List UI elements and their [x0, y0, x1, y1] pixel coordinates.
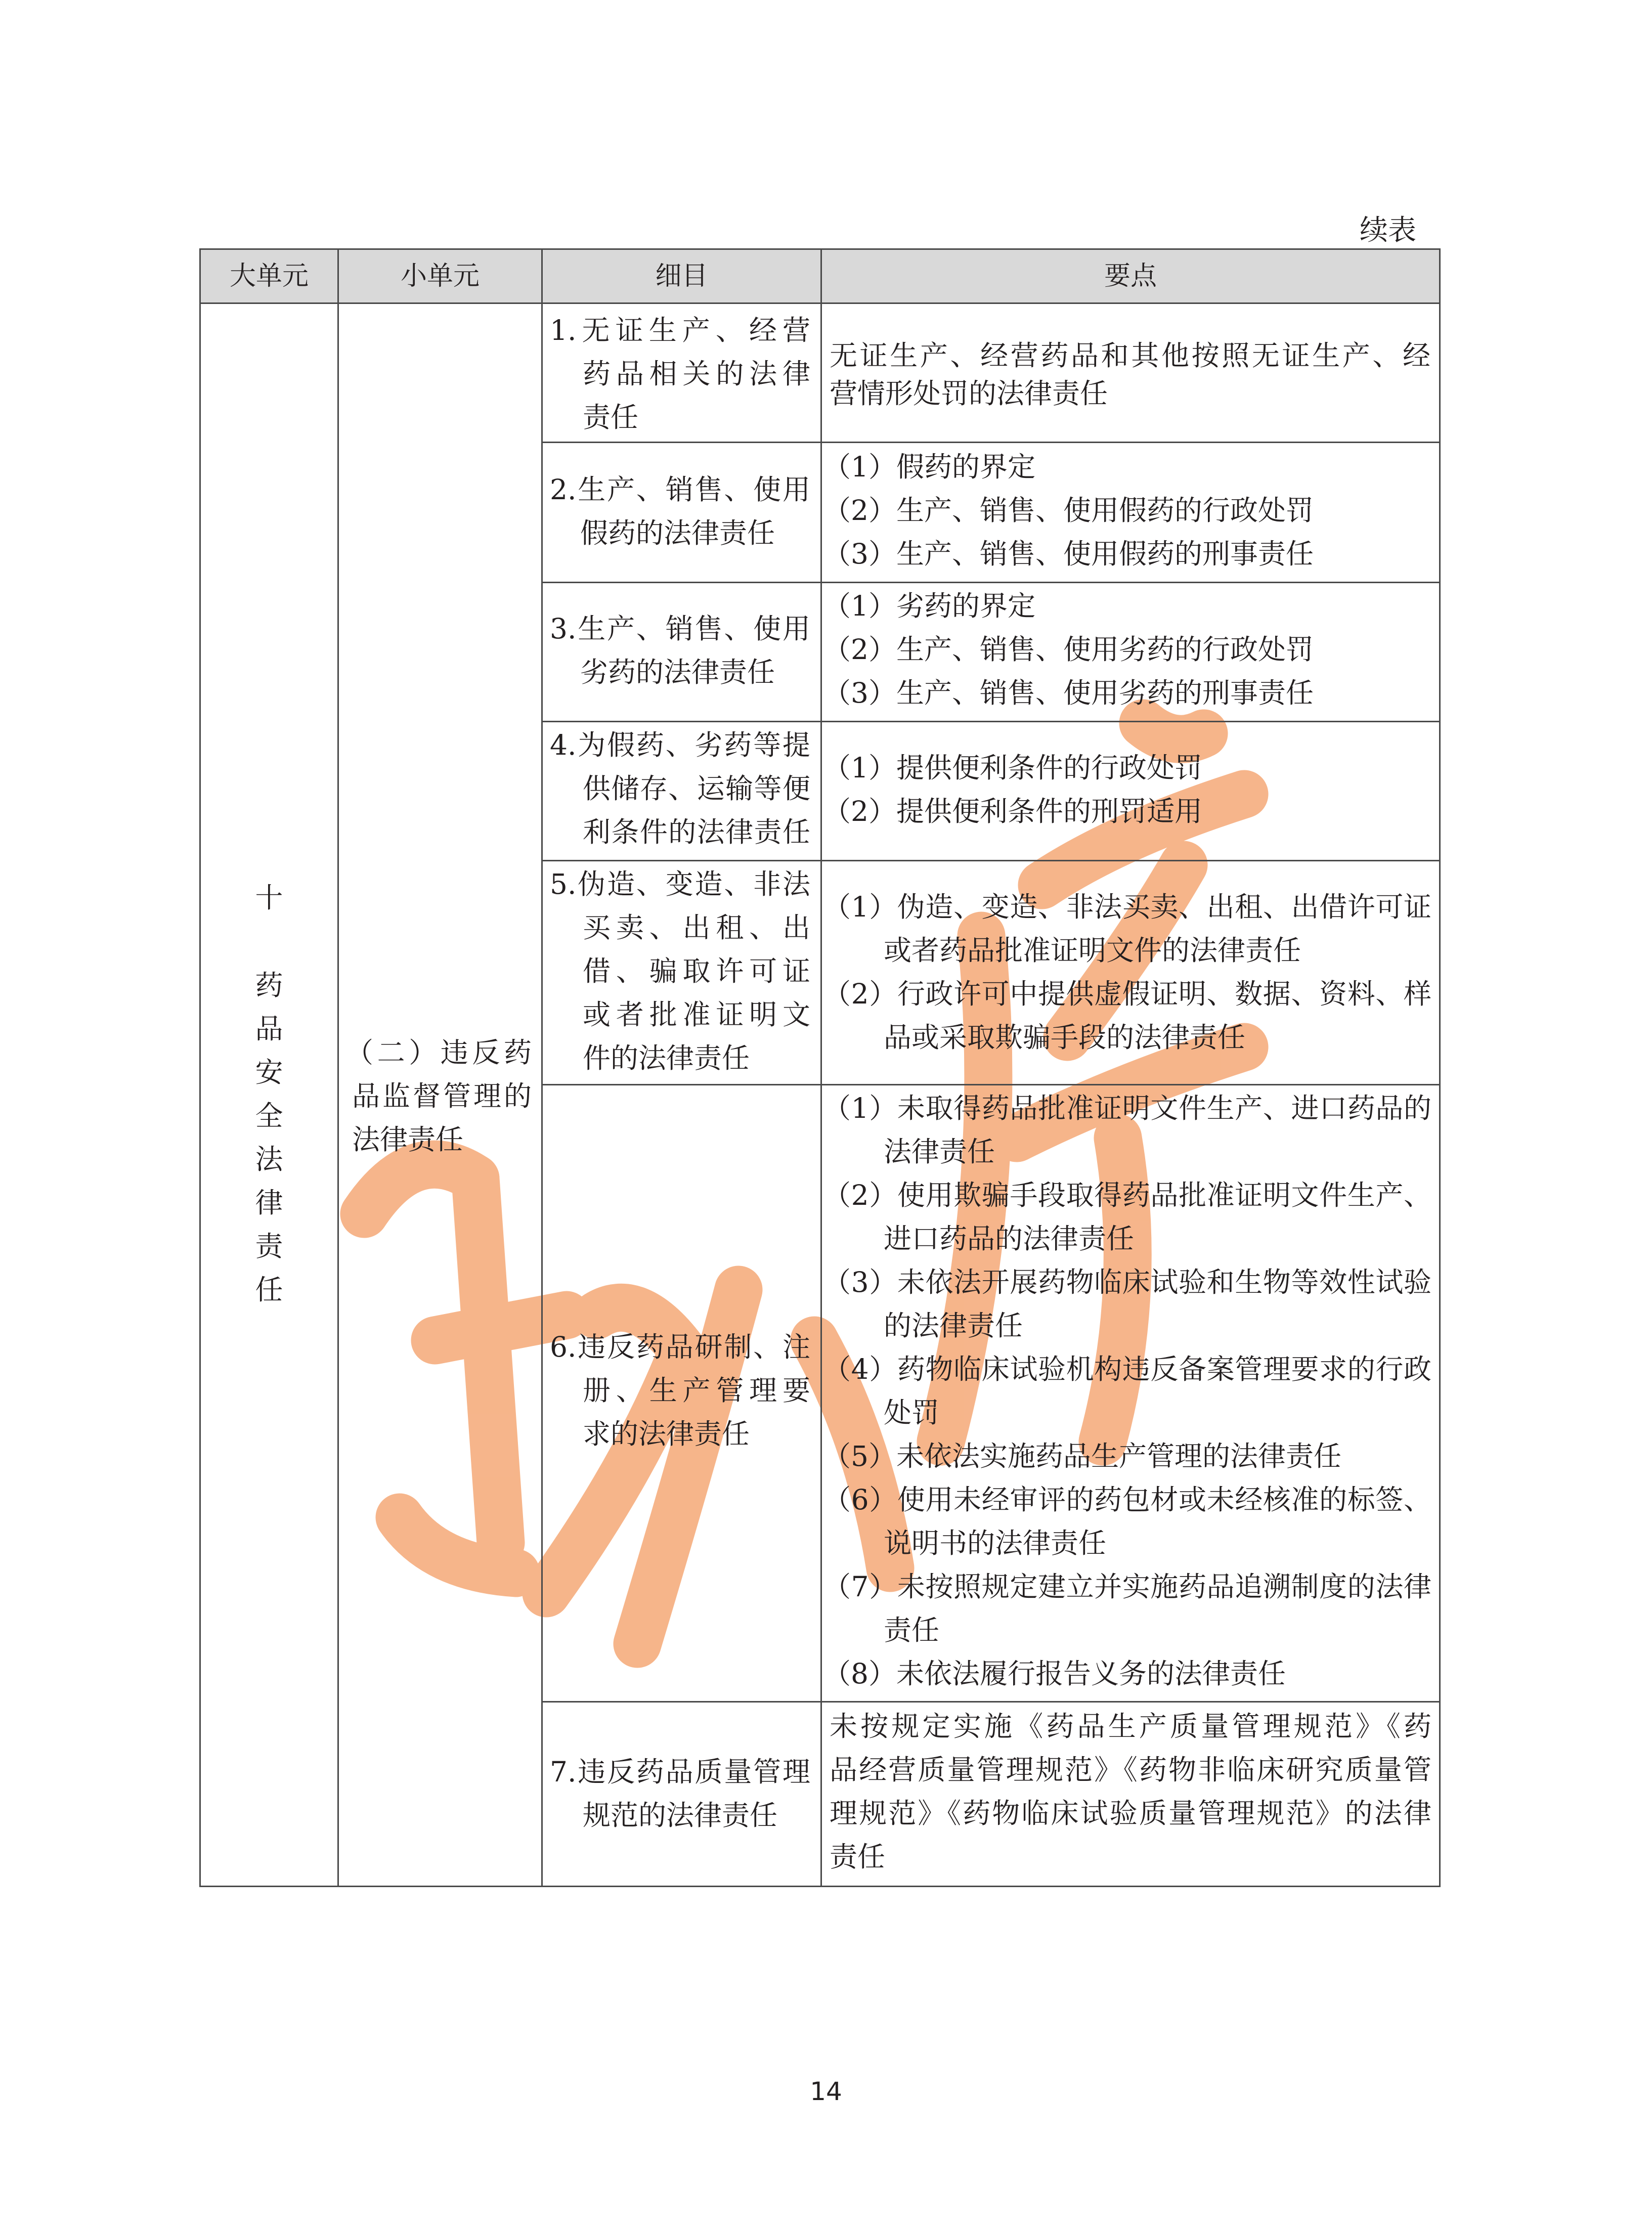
header-key-points: 要点 [1104, 261, 1157, 291]
item-line: 供储存、运输等便 [583, 772, 810, 805]
grid-line [820, 250, 822, 1886]
item-line: 责任 [583, 401, 639, 433]
point-line: 未按规定实施《药品生产质量管理规范》《药 [830, 1710, 1431, 1742]
point-line: （2）提供便利条件的刑罚适用 [823, 795, 1202, 827]
point-line: （3）未依法开展药物临床试验和生物等效性试验 [823, 1266, 1431, 1298]
point-line: （2）生产、销售、使用假药的行政处罚 [823, 494, 1314, 527]
continued-label: 续表 [1360, 214, 1416, 247]
point-line: 无证生产、经营药品和其他按照无证生产、经 [830, 339, 1430, 372]
point-line: 理规范》《药物临床试验质量管理规范》的法律 [830, 1797, 1431, 1829]
point-line: （5）未依法实施药品生产管理的法律责任 [823, 1440, 1341, 1472]
item-line: 册、生产管理要 [583, 1374, 810, 1407]
item-line: 2.生产、销售、使用 [550, 473, 810, 506]
point-line: 说明书的法律责任 [884, 1527, 1107, 1559]
grid-line [543, 582, 1439, 583]
header-item: 细目 [655, 261, 708, 291]
point-line: 品经营质量管理规范》《药物非临床研究质量管 [830, 1754, 1431, 1786]
point-line: （3）生产、销售、使用假药的刑事责任 [823, 538, 1314, 570]
item-line: 5.伪造、变造、非法 [550, 868, 810, 900]
grid-line [543, 860, 1439, 861]
item-line: 买卖、出租、出 [583, 911, 810, 944]
item-line: 劣药的法律责任 [580, 656, 775, 688]
point-line: （1）假药的界定 [823, 451, 1035, 483]
grid-line [201, 302, 1439, 304]
point-line: （8）未依法履行报告义务的法律责任 [823, 1657, 1286, 1690]
item-line: 1.无证生产、经营 [550, 314, 810, 346]
point-line: （2）生产、销售、使用劣药的行政处罚 [823, 633, 1314, 666]
item-line: 件的法律责任 [583, 1042, 750, 1074]
grid-line [543, 1701, 1439, 1703]
point-line: （7）未按照规定建立并实施药品追溯制度的法律 [823, 1570, 1431, 1603]
point-line: （2）行政许可中提供虚假证明、数据、资料、样 [823, 978, 1431, 1010]
item-line: 或者批准证明文 [583, 998, 810, 1031]
item-line: 借、骗取许可证 [583, 955, 810, 987]
point-line: （2）使用欺骗手段取得药品批准证明文件生产、 [823, 1179, 1431, 1211]
point-line: （3）生产、销售、使用劣药的刑事责任 [823, 677, 1314, 709]
sub-unit-line: （二）违反药 [345, 1036, 532, 1069]
point-line: （1）劣药的界定 [823, 590, 1035, 622]
point-line: （1）提供便利条件的行政处罚 [823, 752, 1202, 784]
major-unit-title: 药 品 安 全 法 律 责 任 [255, 969, 283, 1306]
point-line: 责任 [884, 1614, 940, 1646]
grid-line [337, 250, 339, 1886]
page-number: 14 [810, 2077, 842, 2106]
point-line: （6）使用未经审评的药包材或未经核准的标签、 [823, 1484, 1431, 1516]
major-unit-number: 十 [255, 882, 283, 914]
point-line: 品或采取欺骗手段的法律责任 [884, 1021, 1246, 1054]
grid-line [543, 442, 1439, 443]
point-line: （1）伪造、变造、非法买卖、出租、出借许可证 [823, 891, 1431, 923]
item-line: 4.为假药、劣药等提 [550, 729, 810, 761]
point-line: 责任 [830, 1841, 886, 1873]
point-line: 的法律责任 [884, 1310, 1023, 1342]
item-line: 利条件的法律责任 [583, 816, 810, 848]
sub-unit-line: 法律责任 [352, 1123, 464, 1156]
grid-line [543, 1084, 1439, 1085]
point-line: 进口药品的法律责任 [884, 1223, 1135, 1255]
header-major-unit: 大单元 [229, 261, 309, 291]
point-line: 或者药品批准证明文件的法律责任 [884, 934, 1301, 967]
item-line: 6.违反药品研制、注 [550, 1331, 810, 1363]
point-line: 处罚 [884, 1397, 940, 1429]
point-line: 营情形处罚的法律责任 [830, 377, 1108, 410]
item-line: 规范的法律责任 [583, 1799, 778, 1831]
sub-unit-line: 品监督管理的 [352, 1080, 532, 1112]
item-line: 3.生产、销售、使用 [550, 613, 810, 645]
point-line: （4）药物临床试验机构违反备案管理要求的行政 [823, 1353, 1431, 1385]
item-line: 假药的法律责任 [580, 517, 775, 549]
grid-line [543, 721, 1439, 722]
header-sub-unit: 小单元 [400, 261, 480, 291]
point-line: 法律责任 [884, 1136, 995, 1168]
grid-line [541, 250, 543, 1886]
item-line: 7.违反药品质量管理 [550, 1756, 810, 1788]
item-line: 药品相关的法律 [583, 358, 810, 390]
item-line: 求的法律责任 [583, 1418, 750, 1450]
point-line: （1）未取得药品批准证明文件生产、进口药品的 [823, 1092, 1431, 1124]
